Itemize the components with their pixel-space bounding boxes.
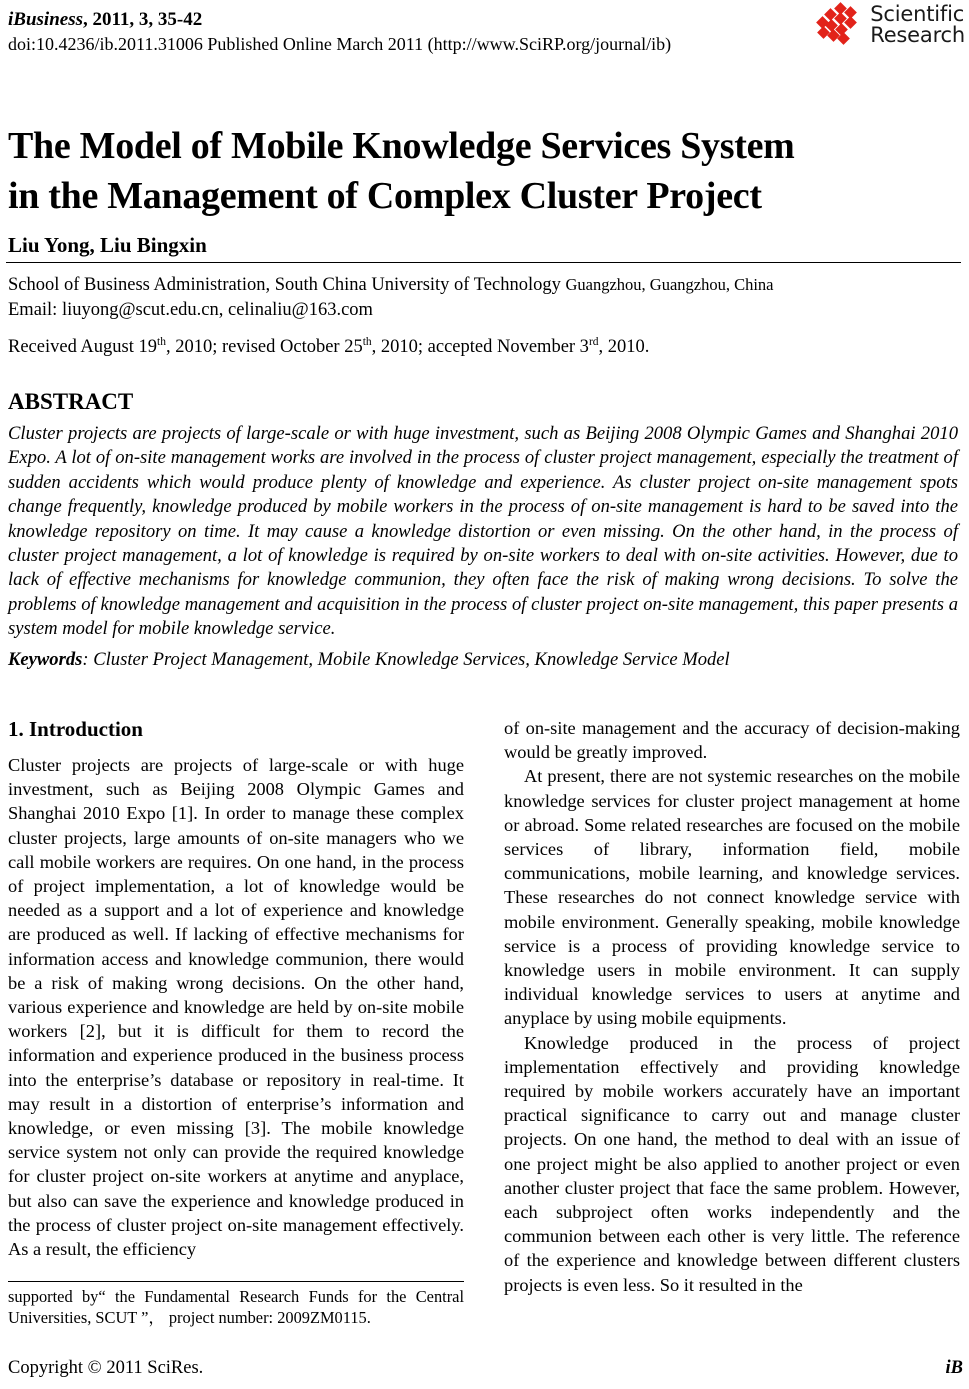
publisher-name-line2: Research [870, 23, 965, 47]
paragraph-intro-3: Knowledge produced in the process of project implementation effectively and providing knowledge required by mobile workers accurately have an important practical significance to carry out and manage cluster projects. On one hand, the method to deal with an issue of one project might be also applied to another project or even another cluster project that face the same problem. However, each subproject often works independently and the communion between each other is very little. The reference of the experience and knowledge between different clusters projects is even less. So it resulted in the [504, 1032, 960, 1295]
affiliation-institution: School of Business Administration, South China University of Technology [8, 275, 561, 295]
footnote-divider [8, 1281, 464, 1282]
publisher-logo [818, 4, 965, 46]
author-list: Liu Yong, Liu Bingxin [8, 233, 207, 257]
page-title [8, 121, 958, 221]
accepted-ordinal: rd [588, 335, 599, 348]
date-accepted-prefix: , 2010; accepted November 3 [371, 337, 589, 357]
paragraph-intro-2: At present, there are not systemic researches on the mobile knowledge services for cluster project management at home or abroad. Some related researches are focused on the mobile services of library, information field, mobile communications, mobile learning, and knowledge services. These researches do not connect knowledge service with mobile environment. Generally speaking, mobile knowledge service is a process of providing knowledge service to knowledge users in mobile environment. It can supply individual knowledge services to users at anytime and anyplace by using mobile equipments. [504, 766, 960, 1029]
date-revised-prefix: , 2010; revised October 25 [165, 337, 363, 357]
journal-citation: , 2011, 3, 35-42 [82, 9, 203, 30]
column-left [8, 716, 464, 1278]
publisher-name [870, 4, 965, 46]
publisher-name-line1: Scientific [870, 2, 965, 26]
journal-short-name: iB [945, 1358, 963, 1378]
masthead [8, 8, 808, 56]
affiliation-location: Guangzhou, Guangzhou, China [565, 275, 774, 294]
keywords-values: Cluster Project Management, Mobile Knowledge Services, Knowledge Service Model [93, 649, 730, 670]
keywords-separator: : [82, 649, 94, 670]
scientific-research-diamond-icon [818, 4, 864, 46]
copyright-notice: Copyright © 2011 SciRes. [8, 1358, 204, 1378]
affiliation-block [8, 272, 958, 323]
keywords-line [8, 648, 958, 672]
funding-footnote: supported by“ the Fundamental Research Funds for the Central Universities, SCUT ”， project number: 2009ZM0115. [8, 1287, 464, 1327]
paragraph-intro-1-cont: of on-site management and the accuracy of decision-making would be greatly improved. [504, 718, 960, 763]
header-divider [6, 262, 961, 263]
date-accepted-suffix: , 2010. [598, 337, 650, 357]
received-ordinal: th [157, 335, 166, 348]
journal-name: iBusiness [8, 9, 83, 30]
column-right [504, 716, 960, 1336]
title-line-2: in the Management of Complex Cluster Project [8, 175, 762, 218]
paragraph-intro-1: Cluster projects are projects of large-scale or with huge investment, such as Beijing 2008 Olympic Games and Shanghai 2010 Expo [1]. In order to manage these complex cluster projects, large amounts of on-site managers who we call mobile workers are requires. On one hand, in the process of project implementation, a lot of knowledge would be needed as a support and a lot of experience and knowledge are produced as well. If lacking of effective mechanisms for information access and knowledge communion, there would be a risk of making wrong decisions. On the other hand, various experience and knowledge are held by on-site mobile workers [2], but it is difficult for them to record the information and experience produced in the business process into the enterprise’s database or repository in real-time. It may result in a distortion of enterprise’s information and knowledge, or even missing [3]. The mobile knowledge service system not only can provide the required knowledge for cluster project on-site workers at anytime and anyplace, but also can save the experience and knowledge produced in the process of cluster project on-site management effectively. As a result, the efficiency [8, 755, 464, 1260]
title-line-1: The Model of Mobile Knowledge Services System [8, 125, 795, 168]
abstract-text: Cluster projects are projects of large-scale or with huge investment, such as Beijing 2008 Olympic Games and Shanghai 2010 Expo. A lot of on-site management works are involved in the process of cluster project management, especially the treatment of sudden accidents which would produce plenty of knowledge and experience. As cluster project on-site management spots change frequently, knowledge produced by mobile workers in the process of on-site management is hard to be saved into the knowledge repository on time. It may cause a knowledge distortion or even missing. On the other hand, in the process of cluster project management, a lot of knowledge is required by on-site workers to deal with on-site activities. However, due to lack of effective mechanisms for knowledge communion, they often face the risk of making wrong decisions. To solve the problems of knowledge management and acquisition in the process of cluster project on-site management, this paper presents a system model for mobile knowledge service. [8, 423, 958, 640]
journal-citation-line [8, 8, 808, 32]
revised-ordinal: th [362, 335, 372, 348]
date-received: Received August 19 [8, 337, 158, 357]
section-heading-introduction: 1. Introduction [8, 717, 143, 741]
abstract-heading: ABSTRACT [8, 389, 134, 414]
submission-dates [8, 335, 958, 360]
affiliation-line [8, 272, 958, 298]
author-email: Email: liuyong@scut.edu.cn, celinaliu@163.com [8, 300, 373, 320]
doi-line: doi:10.4236/ib.2011.31006 Published Online March 2011 (http://www.SciRP.org/journal/ib) [8, 34, 672, 54]
keywords-label: Keywords [8, 649, 83, 670]
